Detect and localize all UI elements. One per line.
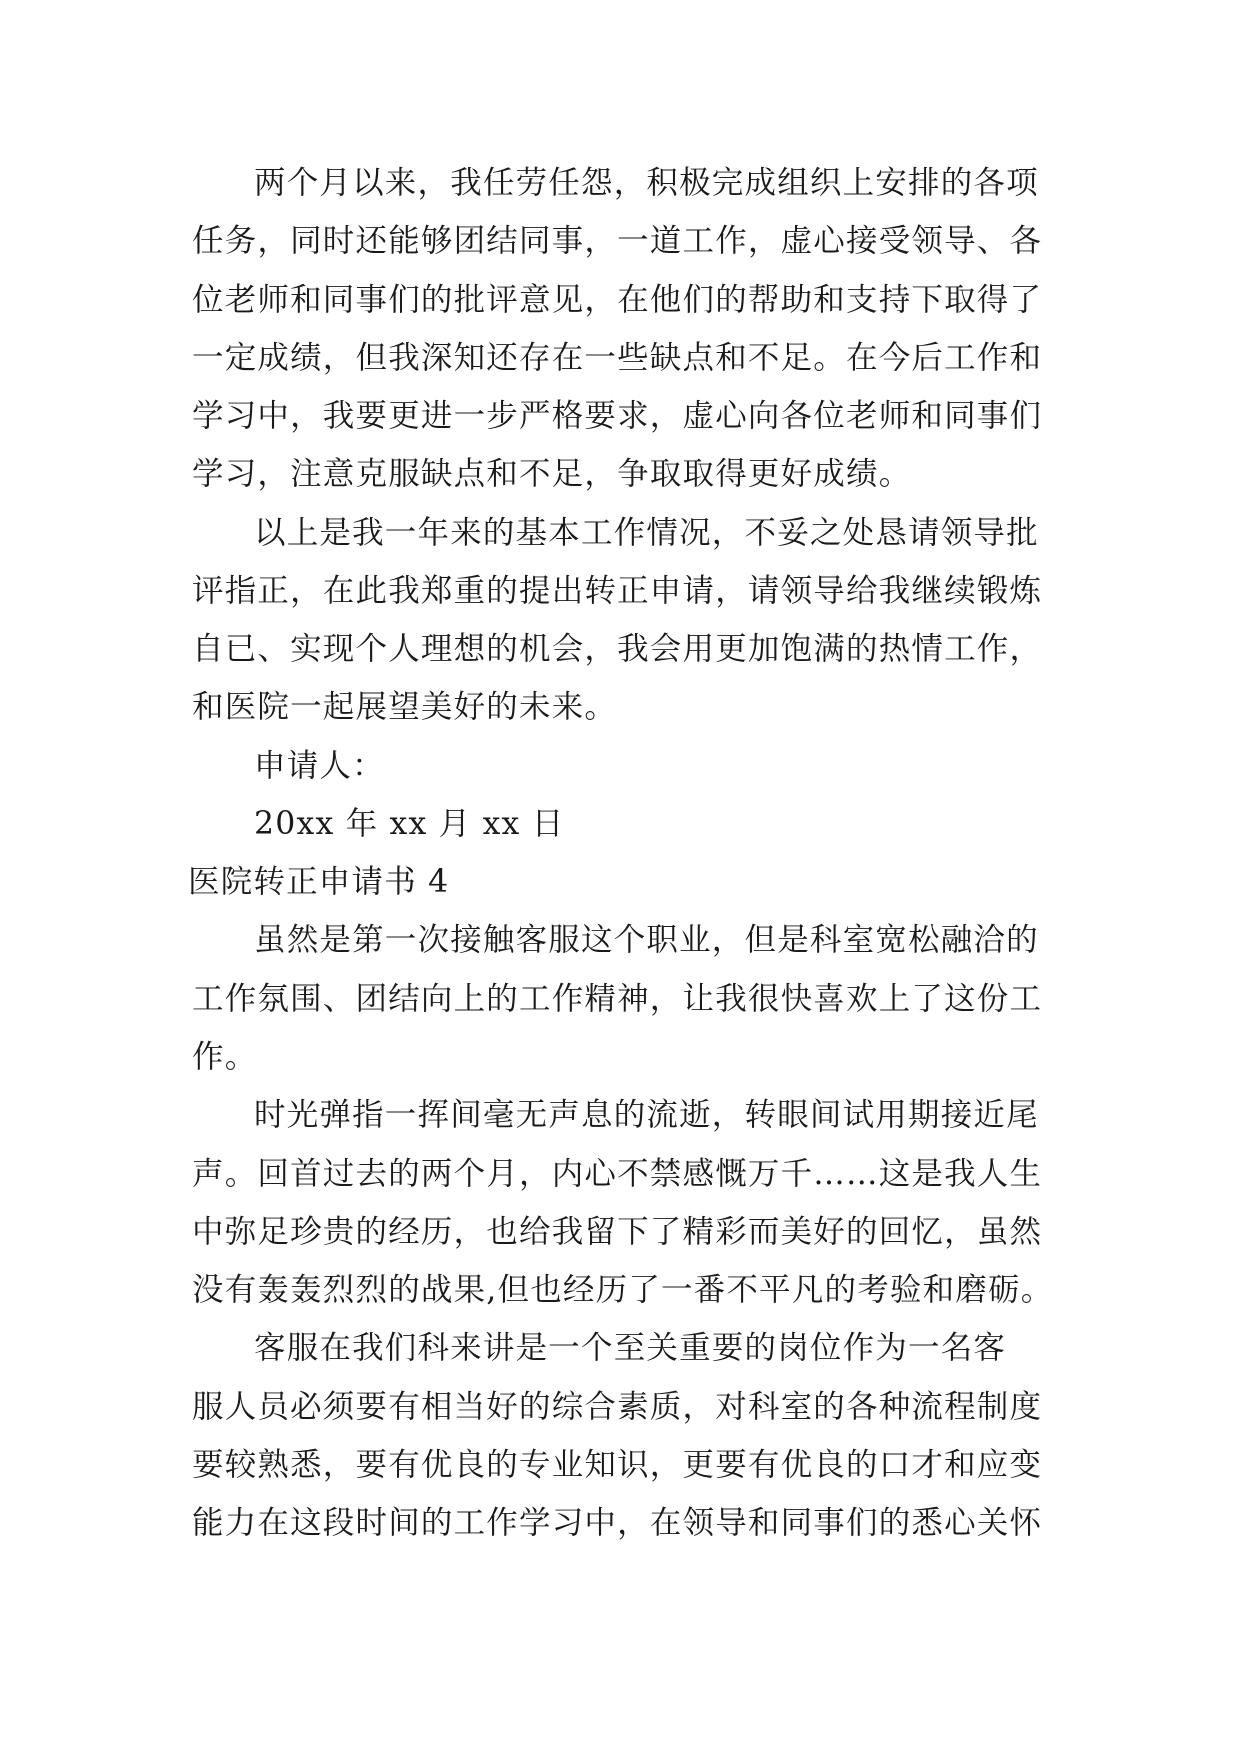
paragraph-line: 服人员必须要有相当好的综合素质，对科室的各种流程制度 xyxy=(192,1389,1043,1425)
paragraph-line: 虽然是第一次接触客服这个职业，但是科室宽松融洽的 xyxy=(254,922,1039,958)
paragraph-line: 一定成绩，但我深知还存在一些缺点和不足。在今后工作和 xyxy=(192,340,1043,376)
paragraph-line: 任务，同时还能够团结同事，一道工作，虚心接受领导、各 xyxy=(192,223,1043,259)
paragraph-line: 两个月以来，我任劳任怨，积极完成组织上安排的各项 xyxy=(254,165,1039,201)
section-heading: 医院转正申请书 4 xyxy=(188,864,450,900)
paragraph-line: 要较熟悉，要有优良的专业知识，更要有优良的口才和应变 xyxy=(192,1447,1043,1483)
paragraph-line: 声。回首过去的两个月，内心不禁感慨万千……这是我人生 xyxy=(192,1156,1043,1192)
paragraph-line: 学习中，我要更进一步严格要求，虚心向各位老师和同事们 xyxy=(192,398,1043,434)
paragraph-line: 中弥足珍贵的经历，也给我留下了精彩而美好的回忆，虽然 xyxy=(192,1214,1043,1250)
paragraph-line: 作。 xyxy=(192,1039,258,1075)
paragraph-line: 以上是我一年来的基本工作情况，不妥之处恳请领导批 xyxy=(254,515,1039,551)
date-line: 20xx 年 xx 月 xx 日 xyxy=(254,806,565,842)
paragraph-line: 能力在这段时间的工作学习中，在领导和同事们的悉心关怀 xyxy=(192,1505,1043,1541)
paragraph-line: 工作氛围、团结向上的工作精神，让我很快喜欢上了这份工 xyxy=(192,981,1043,1017)
paragraph-line: 时光弹指一挥间毫无声息的流逝，转眼间试用期接近尾 xyxy=(254,1097,1039,1133)
paragraph-line: 没有轰轰烈烈的战果,但也经历了一番不平凡的考验和磨砺。 xyxy=(192,1272,1054,1308)
paragraph-line: 自已、实现个人理想的机会，我会用更加饱满的热情工作， xyxy=(192,631,1043,667)
paragraph-line: 和医院一起展望美好的未来。 xyxy=(192,689,618,725)
applicant-label: 申请人： xyxy=(254,748,385,784)
paragraph-line: 位老师和同事们的批评意见，在他们的帮助和支持下取得了 xyxy=(192,282,1043,318)
paragraph-line: 学习，注意克服缺点和不足，争取取得更好成绩。 xyxy=(192,456,912,492)
paragraph-line: 客服在我们科来讲是一个至关重要的岗位作为一名客 xyxy=(254,1330,1007,1366)
paragraph-line: 评指正，在此我郑重的提出转正申请，请领导给我继续锻炼 xyxy=(192,573,1043,609)
